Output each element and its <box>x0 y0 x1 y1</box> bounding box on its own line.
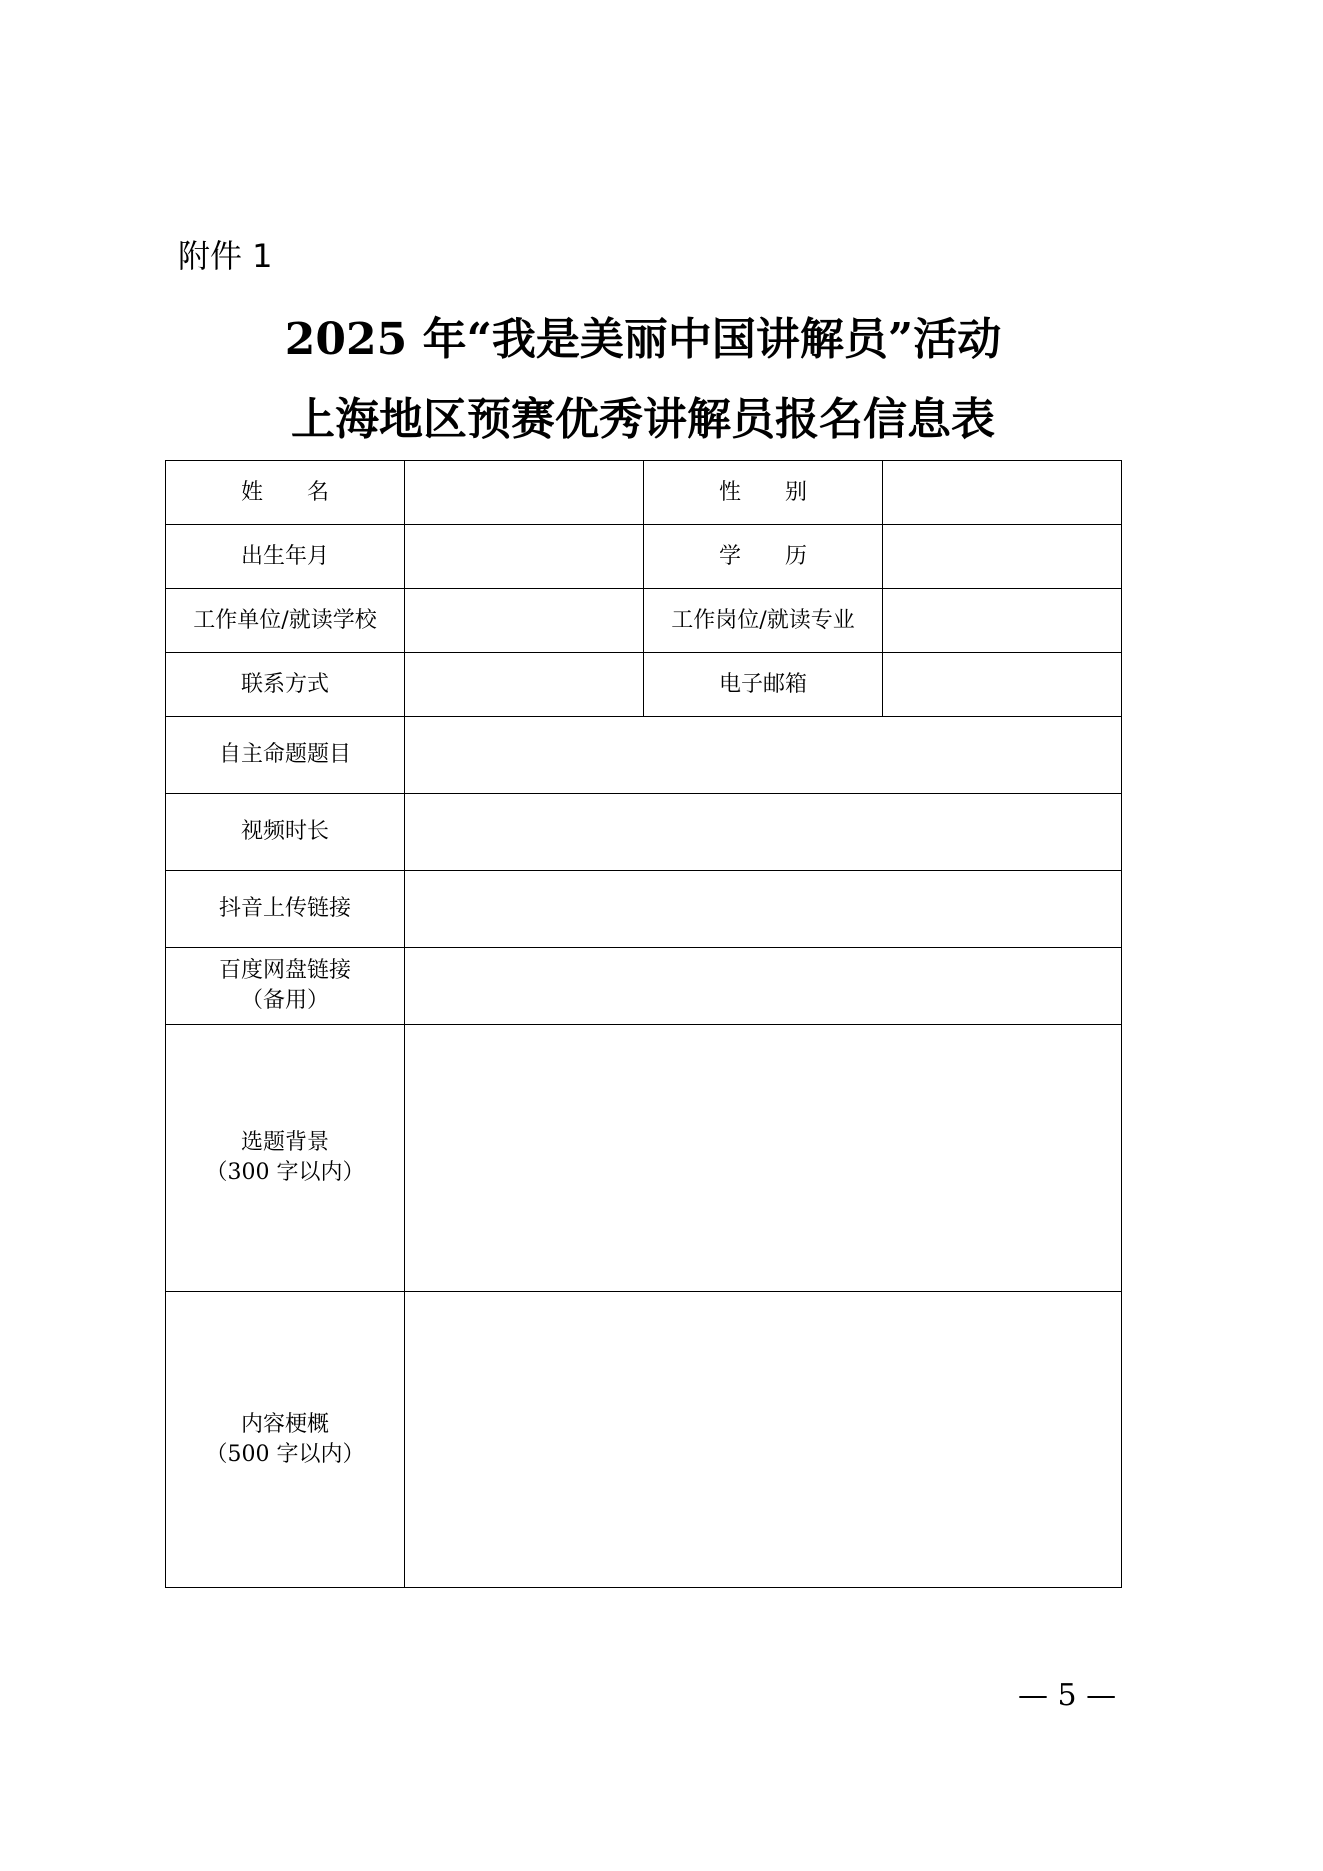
summary-label: 内容梗概 <box>240 1411 329 1437</box>
employer-field[interactable] <box>405 589 644 653</box>
summary-note: （500 字以内） <box>205 1441 365 1467</box>
gender-label-part-1: 性 <box>718 479 741 505</box>
summary-field[interactable] <box>405 1292 1122 1588</box>
table-row <box>166 461 1122 525</box>
document-title-line-1: 2025 年“我是美丽中国讲解员”活动 <box>284 314 1002 365</box>
background-field[interactable] <box>405 1025 1122 1292</box>
topic-field[interactable] <box>405 717 1122 794</box>
baidu-link-note: （备用） <box>240 988 329 1013</box>
page-number: — 5 — <box>1018 1678 1117 1713</box>
employer-label: 工作单位/就读学校 <box>166 589 405 653</box>
table-row <box>166 525 1122 589</box>
name-label-cell <box>166 461 405 525</box>
summary-label-cell <box>166 1292 405 1588</box>
contact-label: 联系方式 <box>166 653 405 717</box>
gender-field[interactable] <box>883 461 1122 525</box>
baidu-link-label: 百度网盘链接 <box>218 958 351 983</box>
attachment-label: 附件 1 <box>178 237 273 275</box>
education-label-cell <box>644 525 883 589</box>
table-row <box>166 653 1122 717</box>
douyin-link-label: 抖音上传链接 <box>166 871 405 948</box>
gender-label-part-2: 别 <box>785 479 808 505</box>
email-field[interactable] <box>883 653 1122 717</box>
birth-field[interactable] <box>405 525 644 589</box>
video-length-field[interactable] <box>405 794 1122 871</box>
table-row <box>166 794 1122 871</box>
background-note: （300 字以内） <box>205 1160 365 1185</box>
birth-label: 出生年月 <box>166 525 405 589</box>
background-label-cell <box>166 1025 405 1292</box>
gender-label-cell <box>644 461 883 525</box>
background-label: 选题背景 <box>240 1130 329 1155</box>
education-label-part-2: 历 <box>785 543 808 569</box>
baidu-link-field[interactable] <box>405 948 1122 1025</box>
registration-form-table <box>165 460 1122 1588</box>
table-row <box>166 948 1122 1025</box>
douyin-link-field[interactable] <box>405 871 1122 948</box>
table-row <box>166 1292 1122 1588</box>
baidu-link-label-cell <box>166 948 405 1025</box>
contact-field[interactable] <box>405 653 644 717</box>
education-label-part-1: 学 <box>718 543 741 569</box>
table-row <box>166 717 1122 794</box>
table-row <box>166 1025 1122 1292</box>
position-field[interactable] <box>883 589 1122 653</box>
table-row <box>166 589 1122 653</box>
name-field[interactable] <box>405 461 644 525</box>
document-title-line-2: 上海地区预赛优秀讲解员报名信息表 <box>291 394 995 445</box>
position-label: 工作岗位/就读专业 <box>644 589 883 653</box>
name-label-part-1: 姓 <box>240 479 263 505</box>
name-label-part-2: 名 <box>307 479 330 505</box>
email-label: 电子邮箱 <box>644 653 883 717</box>
education-field[interactable] <box>883 525 1122 589</box>
topic-label: 自主命题题目 <box>166 717 405 794</box>
table-row <box>166 871 1122 948</box>
video-length-label: 视频时长 <box>166 794 405 871</box>
